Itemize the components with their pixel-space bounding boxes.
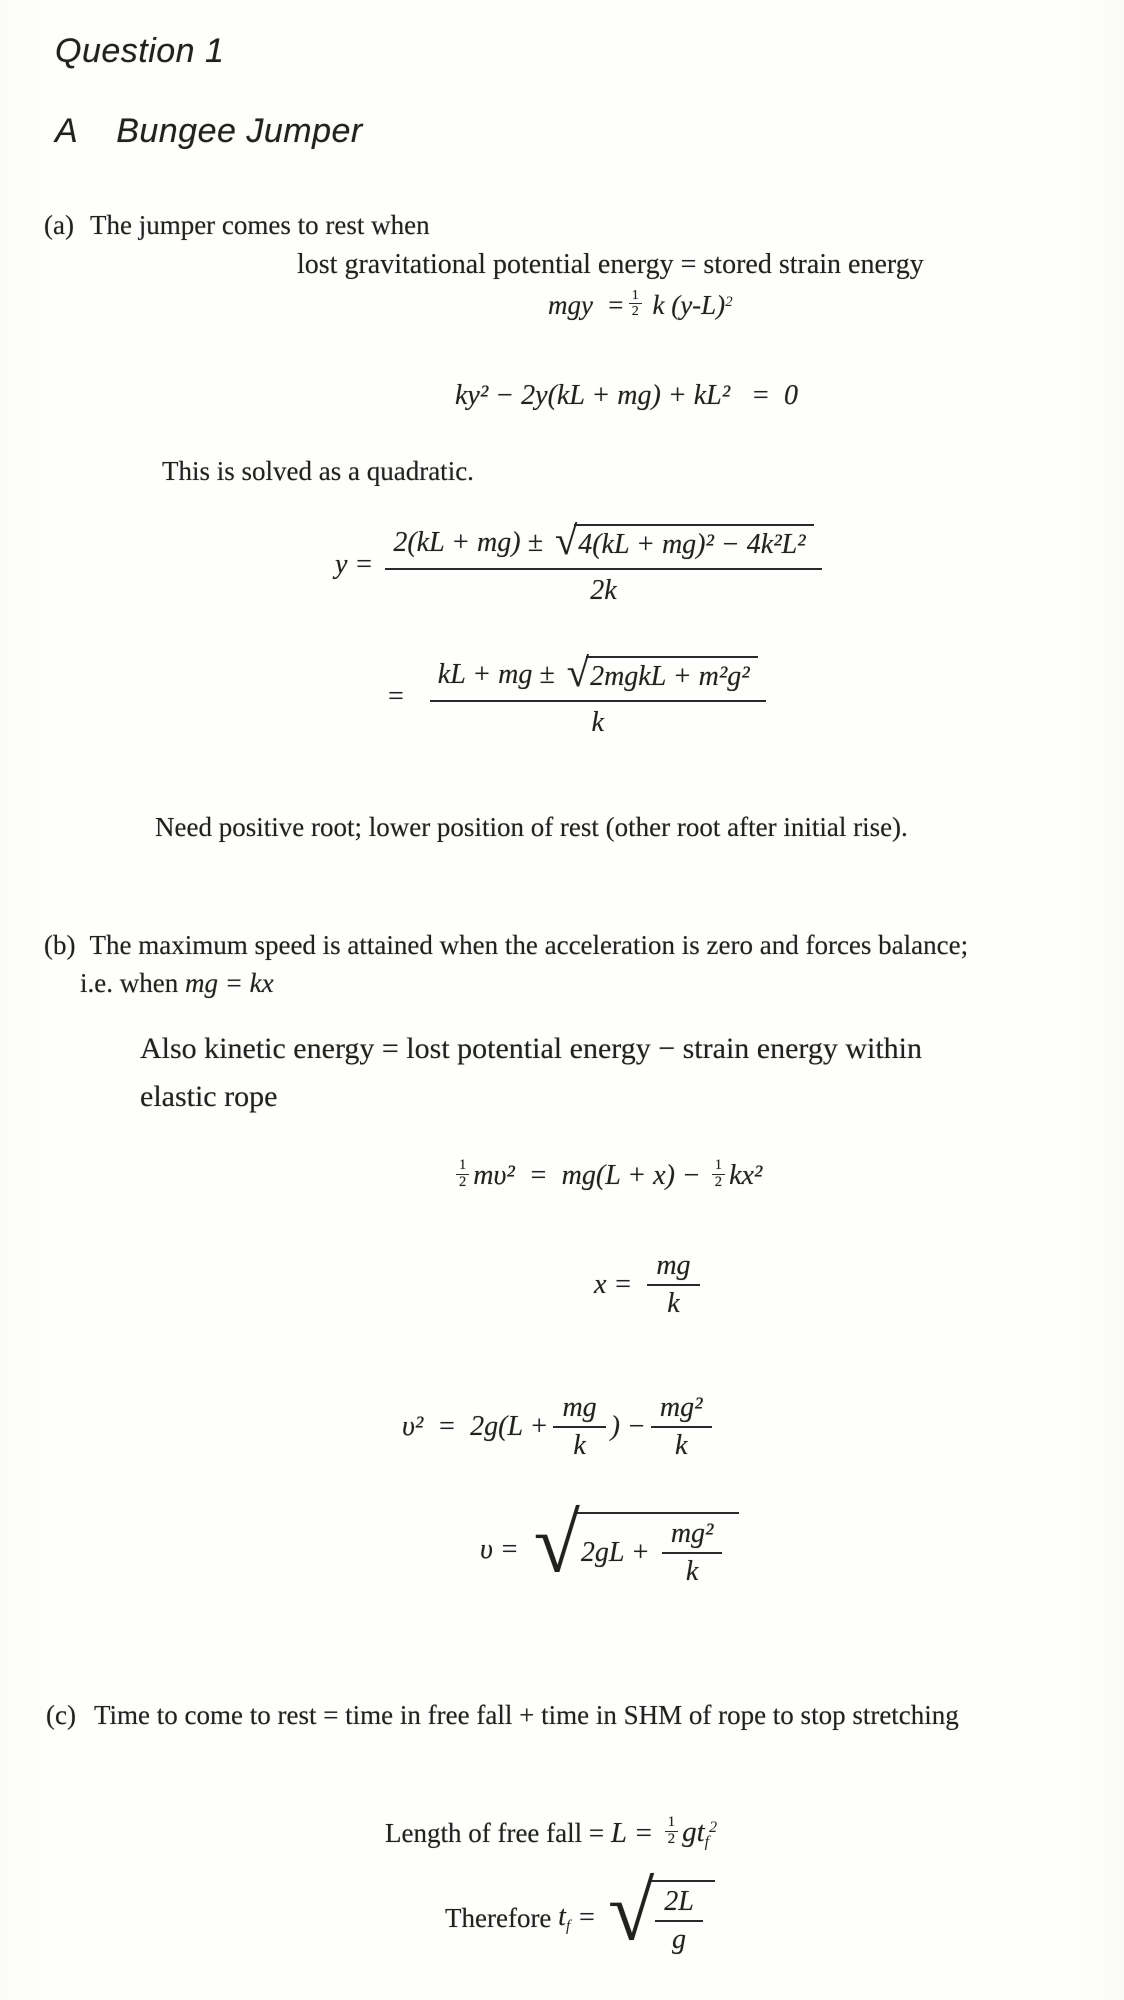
radical (554, 517, 814, 563)
big-fraction-numerator: kL + mg ± √ 2mgkL + m²g² (430, 656, 766, 702)
part-a-intro-line (44, 210, 430, 241)
fraction: $\frac{2L}{g}$ (655, 1886, 703, 1956)
equation-tf-equals: = (570, 1902, 604, 1933)
part-b-intro-line1 (44, 930, 968, 961)
section-letter: A (55, 112, 79, 150)
big-fraction (385, 517, 821, 607)
radical-sign-icon: √ (608, 1865, 655, 1959)
equation-energy-rhs: k $(y-L)^2$ (645, 290, 733, 320)
radicand: 2gL + $\frac{\text{mg²}}{k}$ (575, 1512, 740, 1588)
radical-sign-icon: √ (554, 517, 578, 563)
equation-freefall-body: $gt_f^2$ (682, 1816, 718, 1851)
part-b-intro-text: The maximum speed is attained when the acceleration is zero and forces balance; (89, 930, 969, 960)
part-b-intro-math: mg = kx (184, 968, 274, 998)
radical (533, 1497, 740, 1591)
big-fraction-denominator: 2k (590, 574, 617, 606)
radical-sign-icon: √ (533, 1497, 580, 1591)
fraction: $\frac{mg}{k}$ (647, 1250, 699, 1320)
equation-root-simplified (388, 649, 766, 739)
equation-vsquared (402, 1392, 717, 1462)
half-fraction: $\frac{1}{2}$ (456, 1158, 469, 1190)
section-title: Bungee Jumper (116, 112, 363, 150)
equation-root-general-lhs: y = (335, 549, 374, 581)
doc-title: Question 1 (55, 32, 225, 70)
equation-kinetic-mid: mυ² = mg(L + x) − (473, 1160, 708, 1191)
equation-root-simplified-equals: = (388, 681, 404, 713)
kinetic-energy-line2: elastic rope (140, 1080, 278, 1113)
part-b-intro-prefix: i.e. when (80, 968, 185, 998)
equation-extension (594, 1250, 705, 1320)
energy-balance-line: lost gravitational potential energy = stored strain energy (297, 249, 924, 280)
big-fraction (430, 649, 766, 739)
fraction: $\frac{mg}{k}$ (553, 1392, 605, 1462)
radical (608, 1865, 715, 1959)
kinetic-energy-line1: Also kinetic energy = lost potential energy − strain energy within (140, 1032, 923, 1065)
equation-vmax-lhs: υ = (480, 1534, 519, 1565)
half-fraction: $\frac{1}{2}$ (629, 288, 642, 318)
equation-vsquared-mid: ) − (610, 1411, 646, 1442)
fraction: $\frac{\text{mg²}}{k}$ (662, 1518, 723, 1588)
equation-kinetic (452, 1157, 763, 1192)
equation-extension-lhs: x = (594, 1269, 633, 1300)
radical-sign-icon: √ (566, 649, 590, 695)
equation-energy-lhs: mgy = (548, 290, 625, 320)
half-fraction: $\frac{1}{2}$ (712, 1158, 725, 1190)
equation-vmax (480, 1497, 739, 1591)
equation-tf (558, 1865, 715, 1959)
root-note: Need positive root; lower position of rest (other root after initial rise). (155, 812, 908, 842)
radicand: 4(kL + mg)² − 4k²L² (574, 524, 813, 561)
part-c-intro-line (46, 1700, 959, 1731)
equation-root-general (335, 517, 822, 607)
section-heading (55, 112, 363, 151)
equation-energy (548, 287, 733, 321)
big-fraction-numerator: 2(kL + mg) ± √ 4(kL + mg)² − 4k²L² (385, 524, 821, 570)
therefore-label: Therefore (445, 1902, 559, 1933)
big-fraction-denominator: k (591, 706, 604, 738)
half-fraction: $\frac{1}{2}$ (665, 1815, 679, 1848)
equation-kinetic-end: kx² (729, 1160, 763, 1191)
part-a-intro-text: The jumper comes to rest when (89, 210, 430, 240)
fraction: $\frac{\text{mg²}}{k}$ (651, 1392, 712, 1462)
equation-tf-var: $t_f$ (558, 1900, 571, 1935)
equation-freefall: L = $\frac{1}{2}$ $gt_f^2$ (610, 1814, 718, 1851)
radicand: 2mgkL + m²g² (586, 656, 758, 693)
radicand (649, 1880, 715, 1956)
part-b-label: (b) (44, 930, 76, 960)
solve-note: This is solved as a quadratic. (162, 456, 474, 486)
freefall-line (385, 1816, 717, 1852)
equation-vsquared-lhs: υ² = 2g(L + (402, 1411, 549, 1442)
freefall-label: Length of free fall = (385, 1818, 611, 1849)
equation-quadratic: ky² − 2y(kL + mg) + kL² = 0 (455, 380, 799, 411)
part-b-intro-line2 (80, 968, 274, 999)
part-a-label: (a) (44, 210, 74, 240)
part-c-intro-text: Time to come to rest = time in free fall + time in SHM of rope to stop stretching (93, 1700, 959, 1730)
therefore-line (445, 1865, 715, 1959)
part-c-label: (c) (46, 1700, 76, 1730)
